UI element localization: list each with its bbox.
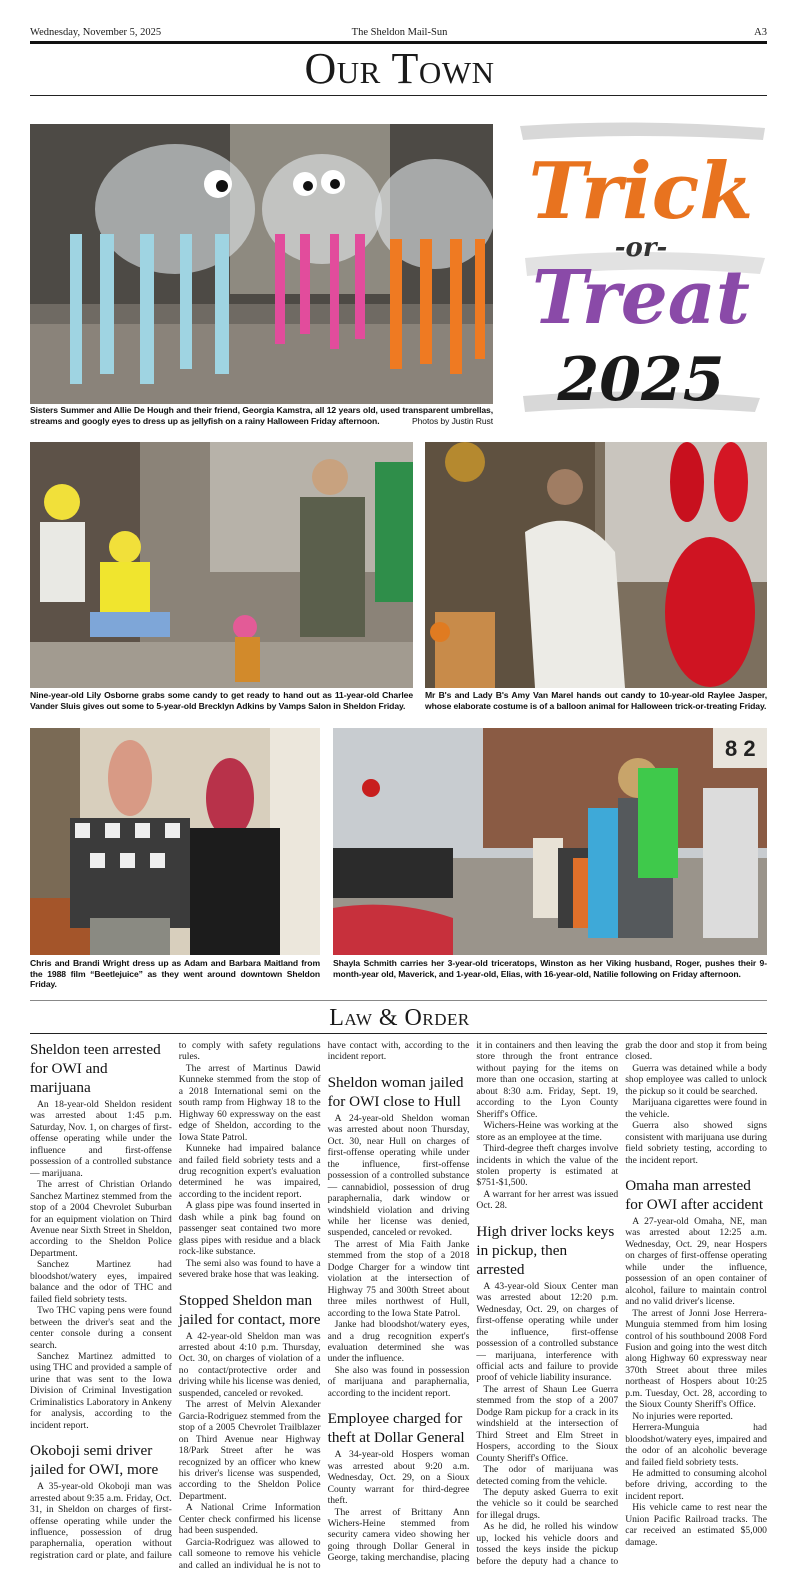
article-paragraph: Janke had bloodshot/watery eyes, and a drug recognition expert's evaluation determined she was under the influence. [327,1319,470,1365]
article-paragraph: Sanchez Martinez admitted to using THC and provided a sample of urine that was sent to the Iowa Division of Criminal Investigation Criminalistics Laboratory in Ankeny for analysis, according to the incident report. [30,1350,172,1431]
article-paragraph: Kunneke had impaired balance and failed field sobriety tests and a drug recognition expert's evaluation determined he was impaired, according to the incident report. [178,1143,321,1200]
svg-text:8 2: 8 2 [725,736,756,761]
article-paragraph: An 18-year-old Sheldon resident was arrested about 1:45 p.m. Saturday, Nov. 1, on charges of first-offense operating while under the influence and first-offense possession of a controlled substance — marijuana. [30,1099,172,1179]
article-paragraph: The arrest of Melvin Alexander Garcia-Rodriguez stemmed from the stop of a 2005 Chevrolet Trailblazer on Third Avenue near Highway 18/Park Street after he was recognized by an officer who knew his driver's license was suspended, according to the Sheldon Police Department. [178,1399,321,1502]
article-paragraph: A 35-year-old Okoboji man was arrested about 9:35 a.m. Friday, Oct. 31, in Sheldon on charges of first-offense operating while under the influence, possession of drug paraphernalia, operation without registration card or plate, and failure to comply with safety regulations rules. [30,1040,321,1561]
article-headline: Sheldon woman jailed for OWI close to Hull [327,1073,464,1110]
photo-caption-5: Shayla Schmith carries her 3-year-old triceratops, Winston as her Viking husband, Roger, pushes their 9-month-year old, Maverick, and 1-year-old, Elias, with 16-year-old, Natilie following on Friday afternoon. [333,958,767,979]
article-paragraph: A 43-year-old Sioux Center man was arrested about 12:20 p.m. Wednesday, Oct. 29, on charges of first-offense operating while under the influence, first-offense possession of a controlled substance — marijuana, interference with official acts and failure to provide proof of vehicle liability insurance. [476,1280,619,1384]
photo-caption-4: Chris and Brandi Wright dress up as Adam and Barbara Maitland from the 1988 film “Beetlejuice” as they went around downtown Sheldon Friday. [30,958,320,990]
graphic-or: -or- [614,233,668,263]
article-paragraph: As he did, he rolled his window up, locked his vehicle doors and tossed the keys inside the pickup before the deputy had a chance to grab the door and stop it from being closed. [476,1040,767,1567]
article-paragraph: A 27-year-old Omaha, NE, man was arrested about 12:25 a.m. Wednesday, Oct. 29, near Hospers on charges of first-offense operating while under the influence, possession of an open container of alcohol, failure to maintain control and no valid driver's license. [625,1215,767,1308]
photo-credit: Photos by Justin Rust [411,415,493,426]
issue-date: Wednesday, November 5, 2025 [30,27,162,38]
news-article [328,1073,470,1399]
section-rule [30,95,767,96]
photo-caption-2: Nine-year-old Lily Osborne grabs some candy to get ready to hand out as 11-year-old Charlee Vander Sluis gives out some to 5-year-old Brecklyn Adkins by Vamps Salon in Sheldon Friday. [30,690,413,711]
article-paragraph: Marijuana cigarettes were found in the vehicle. [625,1097,767,1120]
photo-triceratops-viking-family [333,728,767,955]
article-paragraph: Guerra was detained while a body shop employee was called to unlock the pickup so it could be searched. [625,1062,767,1097]
article-paragraph: Guerra also showed signs consistent with marijuana use during field sobriety testing, according to the incident report. [625,1120,767,1166]
paper-name: The Sheldon Mail-Sun [351,27,448,38]
article-paragraph: Wichers-Heine was working at the store as an employee at the time. [476,1120,619,1143]
article-paragraph: The odor of marijuana was detected coming from the vehicle. [476,1464,619,1487]
article-headline: Okoboji semi driver jailed for OWI, more [30,1442,159,1479]
article-paragraph: The arrest of Brittany Ann Wichers-Heine stemmed from security camera video showing her going through Dollar General in George, taking merchandise, placing it in containers and then leaving the store through the front entrance without paying for the items on more than one occasion, starting at about 8:30 a.m. Friday, Sept. 19, according to the Lyon County Sheriff's Office. [327,1040,619,1564]
page-number: A3 [754,27,767,38]
article-paragraph: The arrest of Christian Orlando Sanchez Martinez stemmed from the stop of a 2004 Chevrolet Suburban for an equipment violation on Third Avenue near Sixth Street in Sheldon, according to the Sheldon Police Department. [30,1179,172,1259]
article-paragraph: A 24-year-old Sheldon woman was arrested about noon Thursday, Oct. 30, near Hull on charges of first-offense operating while under the influence, first-offense possession of a controlled substance — cannabidiol, possession of drug paraphernalia, dark window or windshield violation and driving while her license was denied, suspended, canceled or revoked. [327,1112,470,1239]
photo-beetlejuice-costumes [30,728,320,955]
trick-or-treat-graphic [515,118,767,422]
article-paragraph: She also was found in possession of marijuana and paraphernalia, according to the incident report. [327,1364,470,1399]
article-paragraph: A 42-year-old Sheldon man was arrested about 4:10 p.m. Thursday, Oct. 30, on charges of violation of a no contact/protective order and driving while his license was denied, suspended, canceled or revoked. [178,1330,321,1399]
graphic-year: 2025 [557,345,725,415]
article-paragraph: Herrera-Munguia had bloodshot/watery eyes, impaired and the odor of an alcoholic beverage and failed field sobriety tests. [625,1422,767,1468]
article-paragraph: The arrest of Jonni Jose Herrera-Munguia stemmed from him losing control of his southbound 2008 Ford Fusion and going into the west ditch along Highway 60 expressway near 370th Street about three miles northeast of Hospers about 10:25 p.m. Tuesday, Oct. 28, according to the Sioux County Sheriff's Office. [625,1307,767,1411]
article-paragraph: Third-degree theft charges involve incidents in which the value of the stolen property is estimated at $751-$1,500. [476,1143,619,1189]
article-headline: Omaha man arrested for OWI after accident [625,1176,764,1213]
article-paragraph: A warrant for her arrest was issued Oct. 28. [476,1188,619,1212]
section-title: Our Town [304,44,495,93]
article-paragraph: The semi also was found to have a severed brake hose that was leaking. [178,1257,321,1281]
article-headline: High driver locks keys in pickup, then arrested [476,1222,615,1278]
photo-caption-1 [30,405,493,426]
article-headline: Sheldon teen arrested for OWI and marijuana [30,1041,161,1096]
article-headline: Employee charged for theft at Dollar General [327,1410,465,1447]
article-paragraph: The arrest of Martinus Dawid Kunneke stemmed from the stop of a 2018 International semi on the south ramp from Highway 18 to the Highway 60 expressway on the east edge of Sheldon, according to the Iowa State Patrol. [178,1062,321,1143]
article-paragraph: A glass pipe was found inserted in dash while a pink bag found on passenger seat contained two more glass pipes with residue and a black rock-like substance. [178,1200,321,1258]
photo-caption-3: Mr B's and Lady B's Amy Van Marel hands out candy to 10-year-old Raylee Jasper, whose elaborate costume is of a balloon animal for Halloween trick-or-treating Friday. [425,690,767,711]
graphic-treat: Treat [532,255,750,341]
article-paragraph: His vehicle came to rest near the Union Pacific Railroad tracks. The car received an estimated $5,000 damage. [625,1502,767,1548]
news-article [625,1176,767,1548]
article-paragraph: He admitted to consuming alcohol before driving, according to the incident report. [625,1467,767,1502]
news-article [30,1040,172,1431]
article-paragraph: A National Crime Information Center check confirmed his license had been suspended. [178,1502,321,1537]
photo-candy-vamps-salon [30,442,413,688]
law-order-rule [30,1033,767,1034]
photo-balloon-animal-costume [425,442,767,688]
article-paragraph: Sanchez Martinez had bloodshot/watery eyes, impaired balance and the odor of THC and failed field sobriety tests. [30,1259,172,1305]
article-paragraph: A 34-year-old Hospers woman was arrested about 9:20 a.m. Wednesday, Oct. 29, on a Sioux County warrant for third-degree theft. [327,1449,470,1507]
article-paragraph: The arrest of Shaun Lee Guerra stemmed from the stop of a 2007 Dodge Ram pickup for a crack in its windshield at the intersection of Third Street and Elm Street in Hospers, according to the Sioux County Sheriff's Office. [476,1383,619,1464]
article-headline: Stopped Sheldon man jailed for contact, more [178,1291,321,1328]
article-paragraph: Two THC vaping pens were found between the driver's seat and the center console during a consent search. [30,1305,172,1351]
article-paragraph: Garcia-Rodriguez was allowed to call someone to remove his vehicle and called an individual he is not to have contact with, according to the incident report. [178,1040,470,1571]
graphic-trick: Trick [528,146,754,237]
photo-jellyfish-costumes [30,124,493,404]
article-paragraph: The deputy asked Guerra to exit the vehicle so it could be searched for illegal drugs. [476,1486,619,1521]
section-divider [30,1000,767,1001]
article-paragraph: No injuries were reported. [632,1410,733,1422]
article-paragraph: The arrest of Mia Faith Janke stemmed from the stop of a 2018 Dodge Charger for a window tint violation at the intersection of Highway 75 and 300th Street about three miles northwest of Hull, according to the Iowa State Patrol. [327,1238,470,1319]
law-order-articles [30,1040,767,1572]
law-order-title: Law & Order [329,1005,470,1031]
caption-text: Sisters Summer and Allie De Hough and their friend, Georgia Kamstra, all 12 years old, used transparent umbrellas, streams and googly eyes to dress up as jellyfish on a rainy Halloween Friday afternoon. [30,405,493,426]
